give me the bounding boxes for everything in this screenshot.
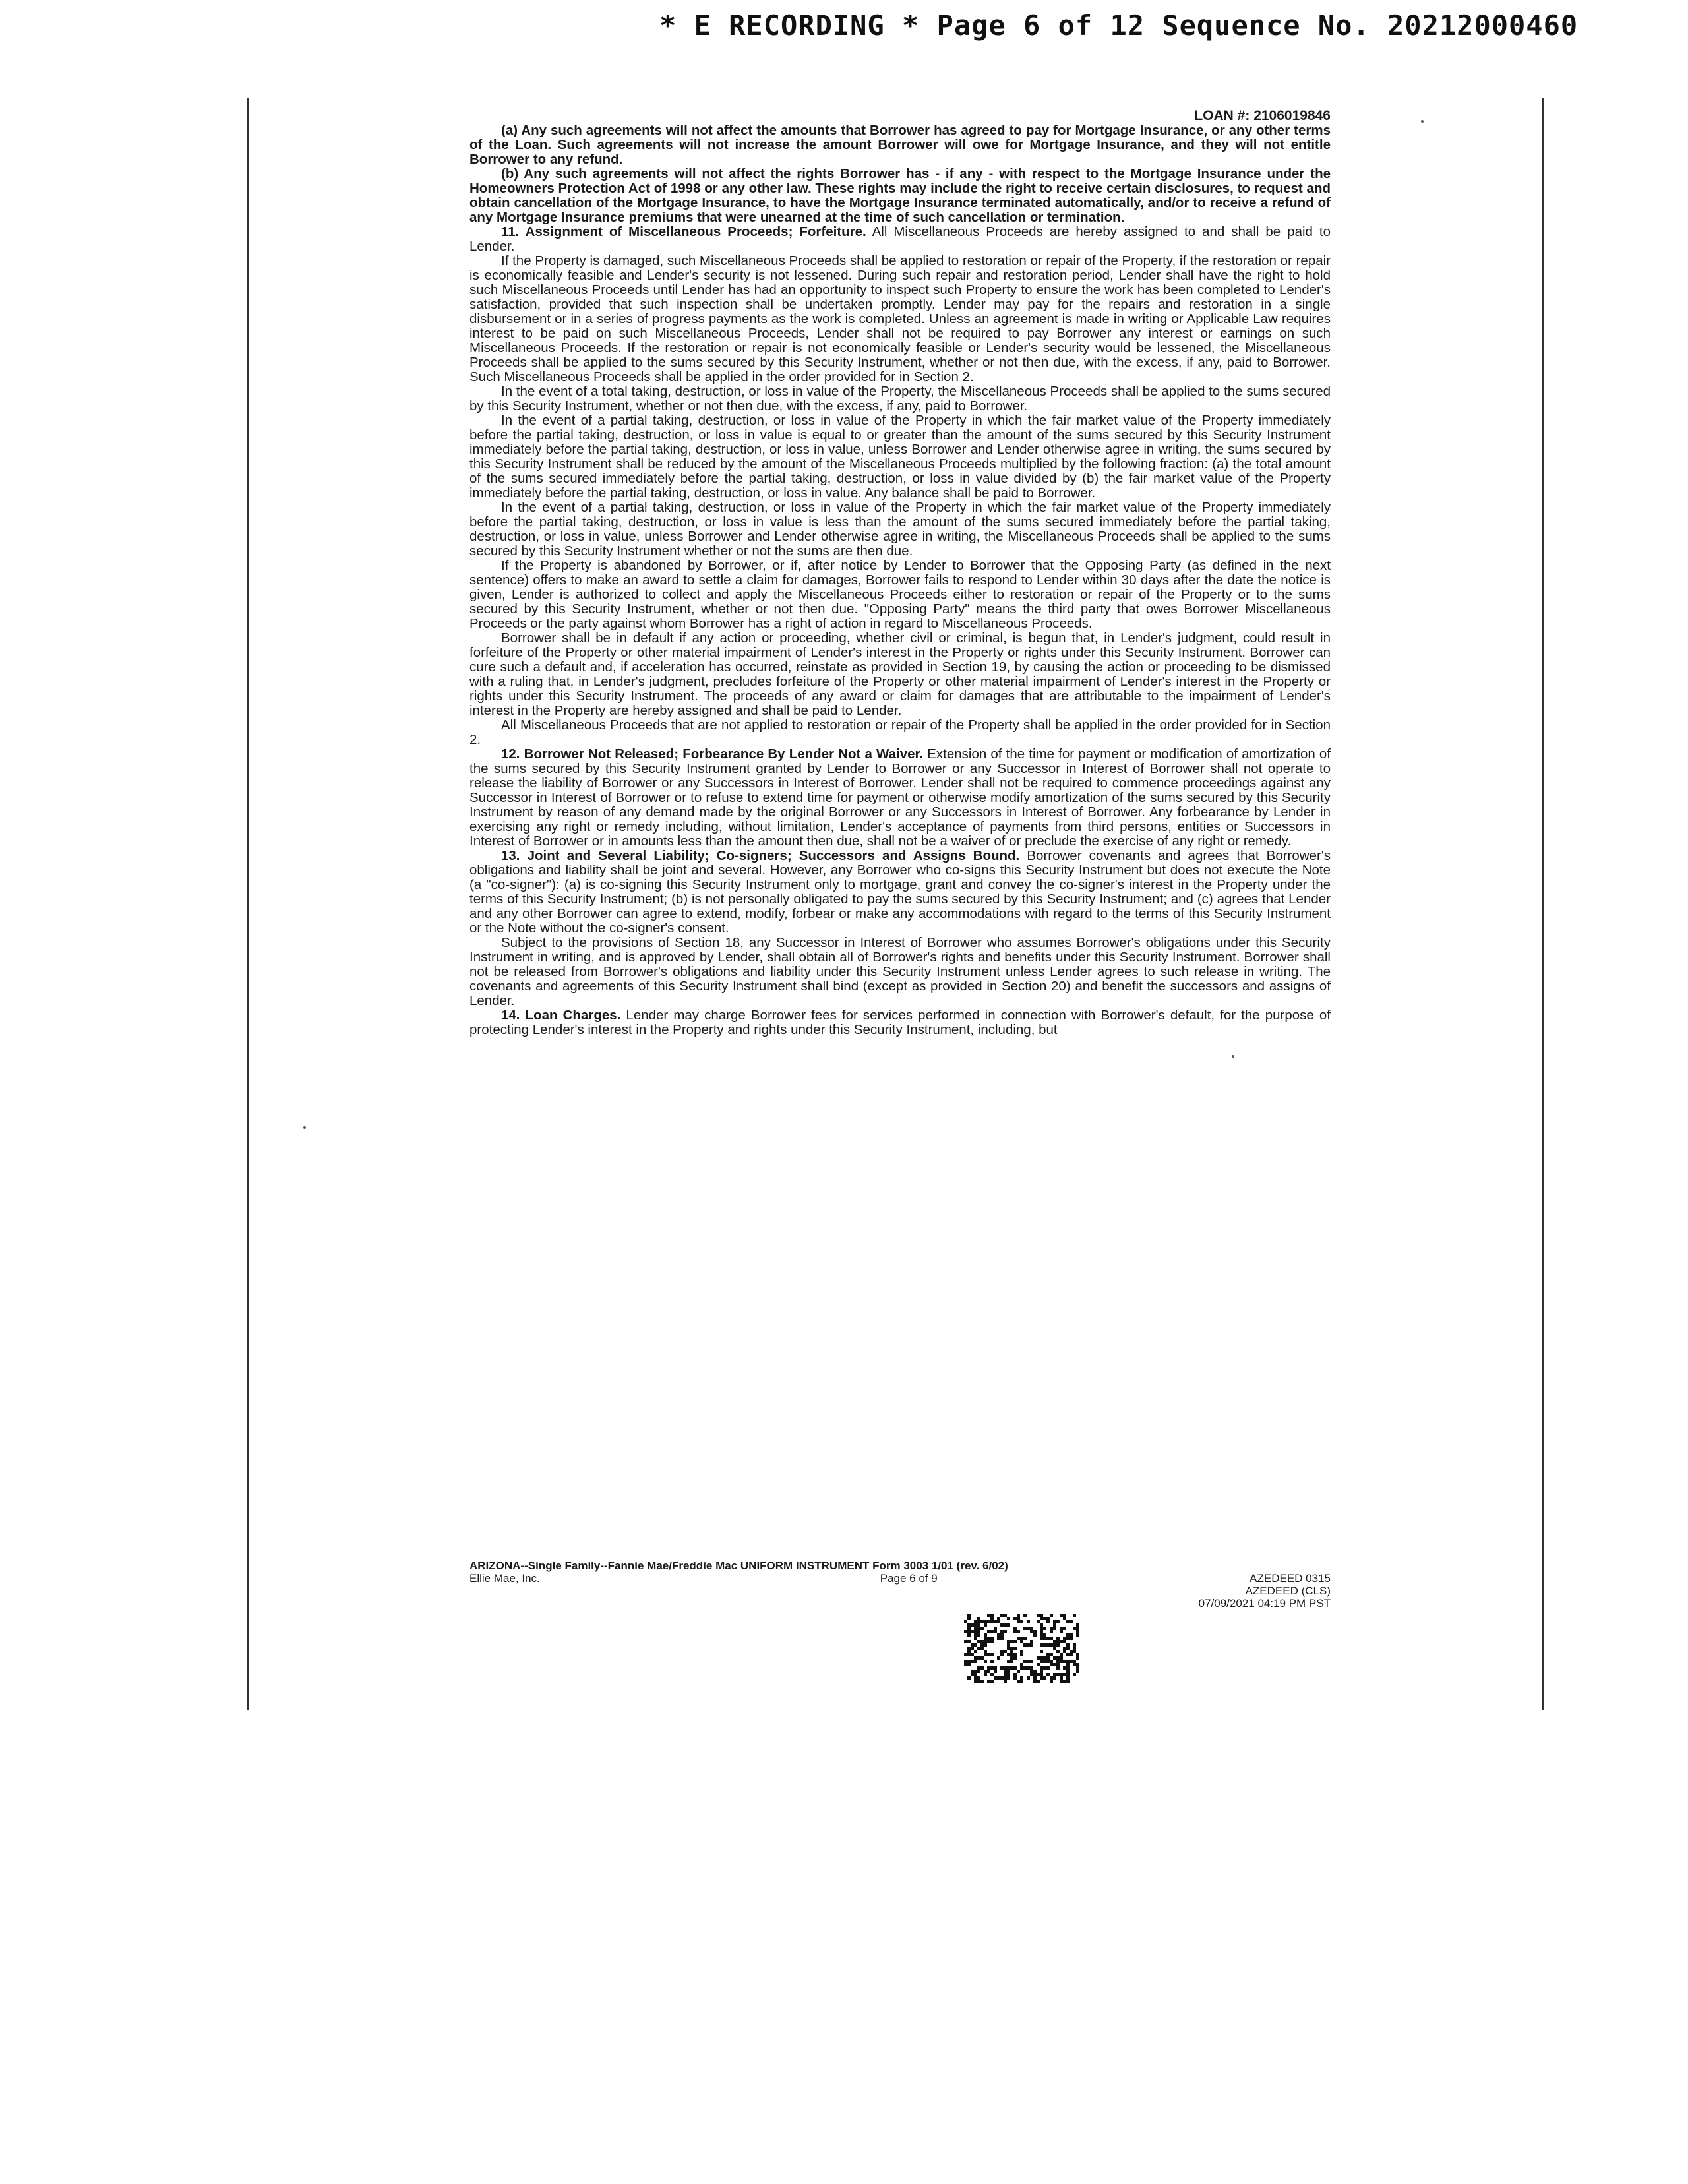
paragraph <box>469 225 1331 254</box>
scan-speck <box>1421 120 1424 123</box>
paragraph-text: All Miscellaneous Proceeds are hereby assigned to and shall be paid to Lender. <box>469 224 1331 254</box>
paragraph <box>469 123 1331 167</box>
paragraph-list <box>469 123 1331 1037</box>
paragraph-text: Borrower shall be in default if any action or proceeding, whether civil or criminal, is begun that, in Lender's judgment, could result in forfeiture of the Property or other material impairment of Lender's interest in the Property or rights under this Security Instrument. Borrower can cure such a default and, if acceleration has occurred, reinstate as provided in Section 19, by causing the action or proceeding to be dismissed with a ruling that, in Lender's judgment, precludes forfeiture of the Property or other material impairment of Lender's interest in the Property or rights under this Security Instrument. The proceeds of any award or claim for damages that are attributable to the impairment of Lender's interest in the Property are hereby assigned and shall be paid to Lender. <box>469 630 1331 718</box>
paragraph-text: Lender may charge Borrower fees for services performed in connection with Borrower's default, for the purpose of protecting Lender's interest in the Property and rights under this Security Instrument, including, but <box>469 1008 1331 1037</box>
form-identifier: ARIZONA--Single Family--Fannie Mae/Freddie Mac UNIFORM INSTRUMENT Form 3003 1/01 (rev. 6/02) <box>469 1560 1008 1572</box>
document-footer <box>469 1560 1331 1610</box>
paragraph-text: (a) Any such agreements will not affect the amounts that Borrower has agreed to pay for Mortgage Insurance, or any other terms of the Loan. Such agreements will not increase the amount Borrower will owe for Mortgage Insurance, and they will not entitle Borrower to any refund. <box>469 123 1331 167</box>
section-heading: 11. Assignment of Miscellaneous Proceeds; Forfeiture. <box>501 224 866 239</box>
form-codes <box>1199 1572 1331 1610</box>
form-code-2: AZEDEED (CLS) <box>1245 1585 1331 1597</box>
paragraph-text: (b) Any such agreements will not affect the rights Borrower has - if any - with respect to the Mortgage Insurance under the Homeowners Protection Act of 1998 or any other law. These rights may include the right to receive certain disclosures, to request and obtain cancellation of the Mortgage Insurance, to have the Mortgage Insurance terminated automatically, and/or to receive a refund of any Mortgage Insurance premiums that were unearned at the time of such cancellation or termination. <box>469 166 1331 225</box>
paragraph-text: In the event of a total taking, destruction, or loss in value of the Property, the Miscellaneous Proceeds shall be applied to the sums secured by this Security Instrument, whether or not then due, with the excess, if any, paid to Borrower. <box>469 384 1331 413</box>
paragraph <box>469 718 1331 747</box>
paragraph <box>469 936 1331 1008</box>
paragraph <box>469 254 1331 384</box>
paragraph <box>469 631 1331 718</box>
paragraph-text: In the event of a partial taking, destruction, or loss in value of the Property in which the fair market value of the Property immediately before the partial taking, destruction, or loss in value is less than the amount of the sums secured immediately before the partial taking, destruction, or loss in value, unless Borrower and Lender otherwise agree in writing, the Miscellaneous Proceeds shall be applied to the sums secured by this Security Instrument whether or not the sums are then due. <box>469 500 1331 559</box>
paragraph <box>469 384 1331 413</box>
paragraph-text: If the Property is damaged, such Miscellaneous Proceeds shall be applied to restoration or repair of the Property, if the restoration or repair is economically feasible and Lender's security is not lessened. During such repair and restoration period, Lender shall have the right to hold such Miscellaneous Proceeds until Lender has had an opportunity to inspect such Property to ensure the work has been completed to Lender's satisfaction, provided that such inspection shall be undertaken promptly. Lender may pay for the repairs and restoration in a single disbursement or in a series of progress payments as the work is completed. Unless an agreement is made in writing or Applicable Law requires interest to be paid on such Miscellaneous Proceeds, Lender shall not be required to pay Borrower any interest or earnings on such Miscellaneous Proceeds. If the restoration or repair is not economically feasible or Lender's security would be lessened, the Miscellaneous Proceeds shall be applied to the sums secured by this Security Instrument, whether or not then due, with the excess, if any, paid to Borrower. Such Miscellaneous Proceeds shall be applied in the order provided for in Section 2. <box>469 253 1331 384</box>
paragraph <box>469 747 1331 849</box>
section-heading: 12. Borrower Not Released; Forbearance By Lender Not a Waiver. <box>501 746 924 762</box>
paragraph <box>469 413 1331 501</box>
paragraph-text: In the event of a partial taking, destruction, or loss in value of the Property in which the fair market value of the Property immediately before the partial taking, destruction, or loss in value is equal to or greater than the amount of the sums secured by this Security Instrument immediately before the partial taking, destruction, or loss in value, unless Borrower and Lender otherwise agree in writing, the sums secured by this Security Instrument shall be reduced by the amount of the Miscellaneous Proceeds multiplied by the following fraction: (a) the total amount of the sums secured immediately before the partial taking, destruction, or loss in value divided by (b) the fair market value of the Property immediately before the partial taking, destruction, or loss in value. Any balance shall be paid to Borrower. <box>469 413 1331 501</box>
scan-speck <box>1232 1055 1234 1058</box>
paragraph <box>469 849 1331 936</box>
paragraph-text: Borrower covenants and agrees that Borrower's obligations and liability shall be joint and several. However, any Borrower who co-signs this Security Instrument but does not execute the Note (a "co-signer"): (a) is co-signing this Security Instrument only to mortgage, grant and convey the co-signer's interest in the Property under the terms of this Security Instrument; (b) is not personally obligated to pay the sums secured by this Security Instrument; and (c) agrees that Lender and any other Borrower can agree to extend, modify, forbear or make any accommodations with regard to the terms of this Security Instrument or the Note without the co-signer's consent. <box>469 848 1331 936</box>
paragraph-text: Extension of the time for payment or modification of amortization of the sums secured by this Security Instrument granted by Lender to Borrower or any Successor in Interest of Borrower shall not operate to release the liability of Borrower or any Successors in Interest of Borrower. Lender shall not be required to commence proceedings against any Successor in Interest of Borrower or to refuse to extend time for payment or otherwise modify amortization of the sums secured by this Security Instrument by reason of any demand made by the original Borrower or any Successors in Interest of Borrower. Any forbearance by Lender in exercising any right or remedy including, without limitation, Lender's acceptance of payments from third persons, entities or Successors in Interest of Borrower or in amounts less than the amount then due, shall not be a waiver of or preclude the exercise of any right or remedy. <box>469 746 1331 849</box>
paragraph-text: All Miscellaneous Proceeds that are not applied to restoration or repair of the Property shall be applied in the order provided for in Section 2. <box>469 717 1331 747</box>
section-heading: 14. Loan Charges. <box>501 1008 621 1023</box>
paragraph <box>469 1008 1331 1037</box>
paragraph <box>469 559 1331 631</box>
2d-barcode-icon <box>964 1614 1079 1683</box>
paragraph-text: Subject to the provisions of Section 18, any Successor in Interest of Borrower who assumes Borrower's obligations under this Security Instrument in writing, and is approved by Lender, shall obtain all of Borrower's rights and benefits under this Security Instrument. Borrower shall not be released from Borrower's obligations and liability under this Security Instrument unless Lender agrees to such release in writing. The covenants and agreements of this Security Instrument shall bind (except as provided in Section 20) and benefit the successors and assigns of Lender. <box>469 935 1331 1008</box>
right-scan-border <box>1542 98 1544 1710</box>
page-number: Page 6 of 9 <box>880 1572 938 1585</box>
loan-number: LOAN #: 2106019846 <box>1194 108 1331 123</box>
paragraph-text: If the Property is abandoned by Borrower, or if, after notice by Lender to Borrower that the Opposing Party (as defined in the next sentence) offers to make an award to settle a claim for damages, Borrower fails to respond to Lender within 30 days after the date the notice is given, Lender is authorized to collect and apply the Miscellaneous Proceeds either to restoration or repair of the Property or to the sums secured by this Security Instrument, whether or not then due. "Opposing Party" means the third party that owes Borrower Miscellaneous Proceeds or the party against whom Borrower has a right of action in regard to Miscellaneous Proceeds. <box>469 558 1331 631</box>
recording-stamp: * E RECORDING * Page 6 of 12 Sequence No. 20212000460 <box>659 9 1579 42</box>
company-name: Ellie Mae, Inc. <box>469 1572 540 1585</box>
paragraph <box>469 167 1331 225</box>
left-scan-border <box>247 98 249 1710</box>
form-code-1: AZEDEED 0315 <box>1250 1572 1331 1585</box>
scan-speck <box>303 1126 306 1129</box>
paragraph <box>469 501 1331 559</box>
document-body <box>469 109 1331 1037</box>
print-timestamp: 07/09/2021 04:19 PM PST <box>1198 1597 1331 1610</box>
footer-row <box>469 1572 1331 1610</box>
section-heading: 13. Joint and Several Liability; Co-signers; Successors and Assigns Bound. <box>501 848 1020 863</box>
